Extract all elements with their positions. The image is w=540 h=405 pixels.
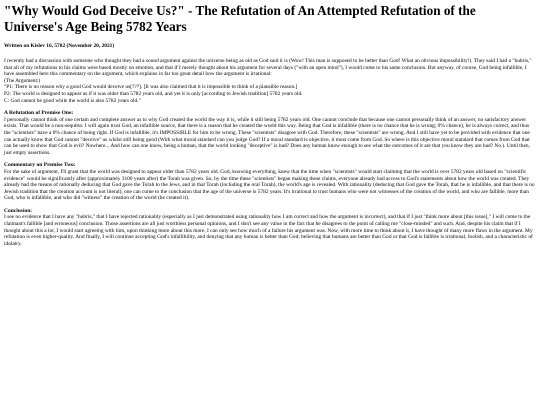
section-heading-refutation: A Refutation of Premise One:	[4, 110, 74, 117]
section-text-commentary: For the sake of argument, I'll grant that the world was designed to appear older than 5782 years old. God, knowing everything, knew that the time when "scientists" would start claiming that the world is over 5782 years old based on "scientific evidence" would be significantly after (approximately 3100 years after) the Torah was given. So, by the time these "scientists" began making these claims, everyone already had access to God's statements about how the world was created. They already had the means of rationally deducing that God gave the Torah to the Jews, and in that Torah (including the oral Torah), the world's age is revealed. With rationality (deducing that God gave the Torah, that he is infallible, and that there is no Jewish tradition that the creation account is not literal), one can come to the conclusion that the age of the universe is 5782 years. It's irrational to trust humans who were not witnesses of the creation of the world, and who are fallible, more than God, who is infallible, and who did "witness" the creation of the world (he created it).	[4, 168, 535, 202]
intro-text: I recently had a discussion with someone who thought they had a sound argument against the universe being as old as God said it is (Wow! This man is supposed to be better than God! What an obvious impossibility!). They said I had a "hubris," that all of my refutations to his claims were based mostly on emotion, and that if I merely thought about his argument for several days ("with an open mind"), I would come to his same conclusion. But anyway, of course, God being infallible, I have assembled here this commentary on the argument, which explains in far too great detail how the argument is irrational:	[4, 58, 532, 78]
section-heading-conclusion: Conclusion:	[4, 207, 33, 214]
premise-one: "P1: There is no reason why a good God would deceive us[???]. [It was also claimed that it is impossible to think of a plausible reason.]	[4, 84, 298, 91]
intro-paragraph	[4, 58, 536, 104]
page-title: "Why Would God Deceive Us?" - The Refutation of An Attempted Refutation of the Universe's Age Being 5782 Years	[4, 3, 476, 34]
section-text-conclusion: I see no evidence that I have any "hubris," that I have rejected rationality (especially as I just demonstrated using rationality how I am correct and how the argument is incorrect), and that if I just "think more about [this issue]," I will come to the claimant's fallible [and erroneous] conclusion. Those assertions are all just worthless personal opinions, and I don't see any value in the fact that he disagrees to the point of calling me "close-minded" and such. And, despite his claim that if I thought about this a lot, I would start agreeing with him, upon thinking more about this more, I can only see how much of a failure his argument was. Now, with more time to think about it, I have thought of many more flaws in the argument. My refutation is even higher-quality. And finally, I will continue accepting God's infallibility, and denying that any human is better than God; believing that humans are better than God or that God is fallible is irrational, foolish, and a characteristic of idolatry.	[4, 214, 533, 247]
conclusion-statement: C: God cannot be good while the world is also 5782 years old."	[4, 97, 141, 104]
date-line: Written on Kislev 16, 5782 (November 20, 2021)	[4, 43, 115, 49]
argument-label: (The Argument:)	[4, 77, 41, 84]
premise-two: P2: The world is designed to appear as if it was older than 5782 years old, and yet it is only [according to Jewish tradition] 5782 years old.	[4, 90, 303, 97]
section-text-refutation: I personally cannot think of one certain and complete answer as to why God created the world the way it is, while it still being 5782 years old. One cannot conclude that because one cannot personally think of an answer, no satisfactory answer exists. That would be a non-sequitur. I will again trust God, an infallible source, that there is a reason that he created the world this way. Being that God is infallible (there is no chance that he is wrong; 0% chance), he is always correct, and thus the "scientists" have a 0% chance of being right. If God is infallible, it's IMPOSSIBLE for him to be wrong. These "scientists" disagree with God. Therefore, these "scientists" are wrong. And I still have yet to be provided with evidence that one can actually know that God cannot "deceive" us whilst still being good (With what moral standard can you judge God? If a moral standard is objective, it must come from God. So where is this objective moral standard that comes from God that can be used to show that God is evil? Nowhere... And how can one know, being a human, that the world looking "deceptive" is bad? Does any human know enough to see what the outcomes of it are that you know they are bad? No.). Until then, just empty assertions.	[4, 116, 530, 156]
section-heading-commentary: Commentary on Premise Two:	[4, 162, 76, 169]
